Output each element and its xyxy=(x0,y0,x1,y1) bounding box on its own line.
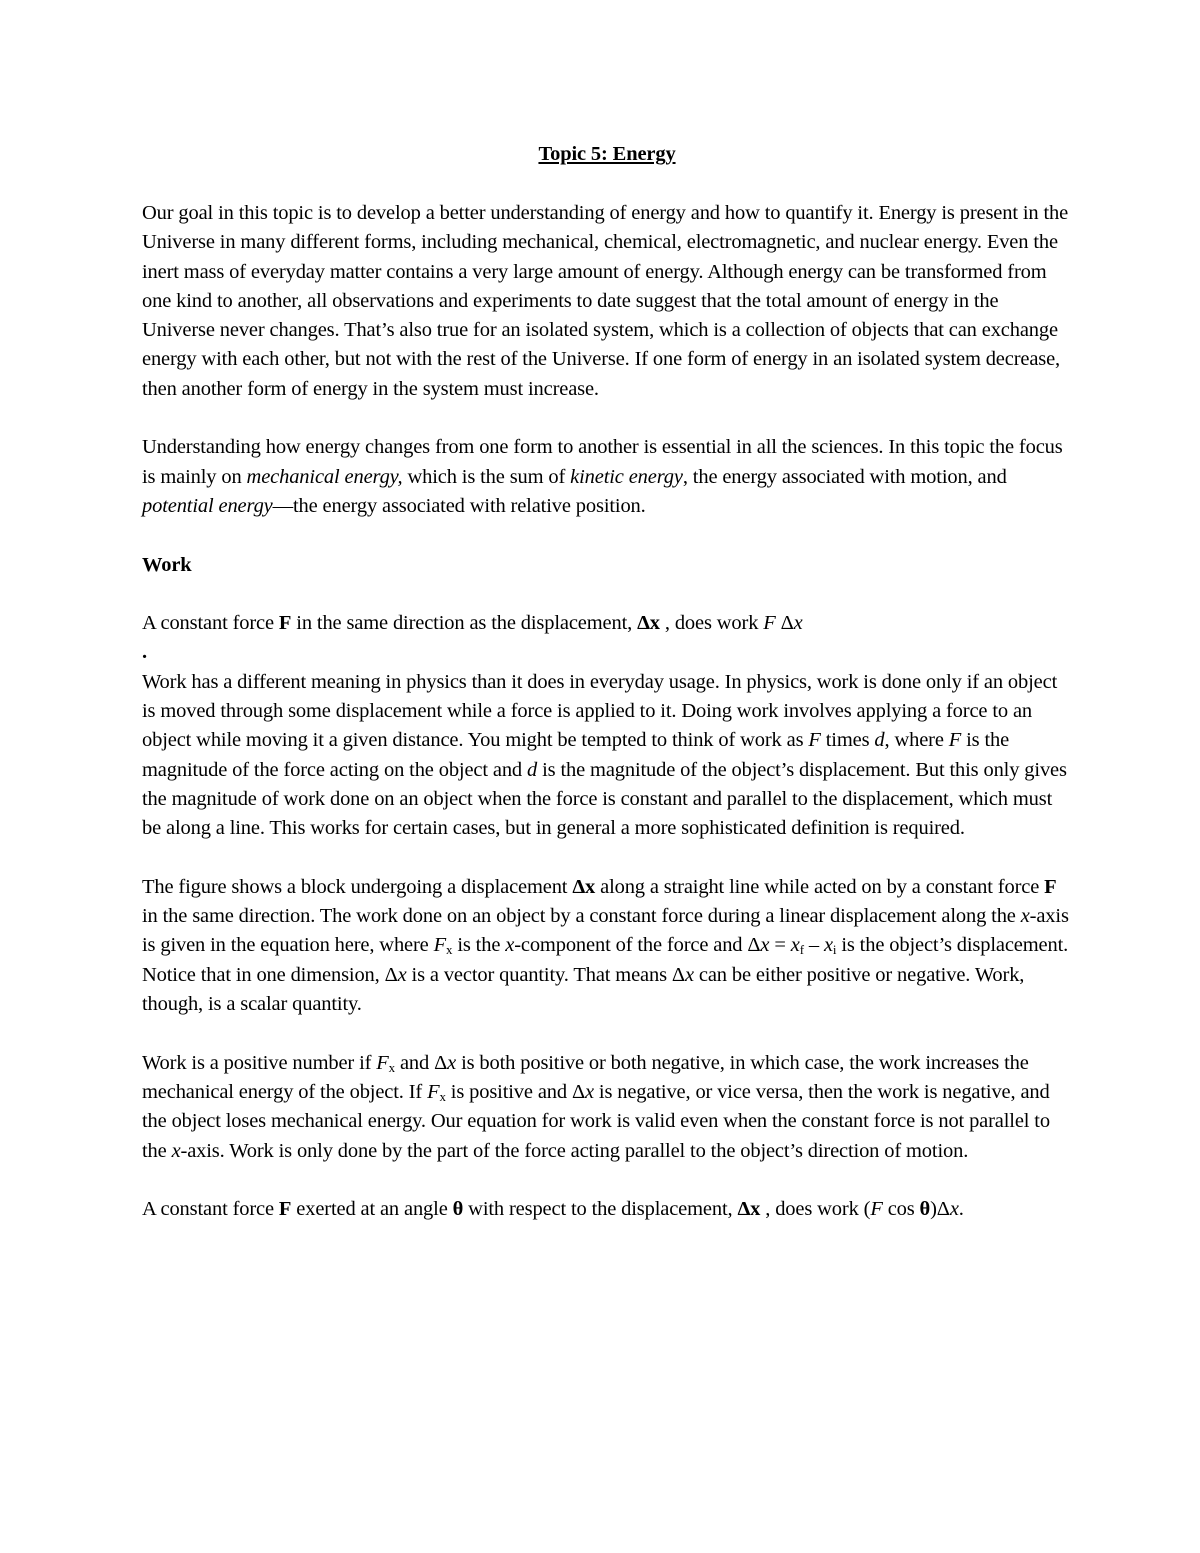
text-run: is both positive or both negative, in which case, the work increases the mechanical energy of the object. If xyxy=(142,1051,1029,1103)
text-run: . xyxy=(958,1198,964,1221)
symbol-displacement: Δx xyxy=(572,875,596,898)
text-run: )Δ xyxy=(930,1198,950,1221)
subscript-x: x xyxy=(445,942,453,958)
text-run: times xyxy=(820,729,875,752)
symbol-theta: θ xyxy=(452,1198,464,1221)
work-definition-paragraph xyxy=(142,668,1072,844)
text-run: is a vector quantity. That means Δ xyxy=(406,963,685,986)
text-run: is the magnitude of the object’s displacement. But this only gives the magnitude of work done on an object when the force is constant and parallel to the displacement, which must be along a line. This works for certain cases, but in general a more sophisticated definition is required. xyxy=(142,758,1067,840)
symbol-x: x xyxy=(949,1198,959,1221)
symbol-x: x xyxy=(760,934,770,957)
subscript-i: i xyxy=(832,942,837,958)
symbol-x: x xyxy=(1020,905,1030,928)
text-run: -axis. Work is only done by the part of the force acting parallel to the object’s direction of motion. xyxy=(180,1139,969,1162)
text-run: , does work ( xyxy=(760,1198,871,1221)
section-heading-work: Work xyxy=(142,553,192,576)
symbol-displacement: Δx xyxy=(637,612,660,635)
term-mechanical-energy: mechanical energy, xyxy=(246,465,403,488)
symbol-x: x xyxy=(684,963,694,986)
figure-description-paragraph xyxy=(142,873,1072,1019)
text-run: and Δ xyxy=(395,1051,448,1074)
angled-force-statement xyxy=(142,1195,1072,1224)
text-run: A constant force xyxy=(142,1198,279,1221)
symbol-f: F xyxy=(763,612,776,635)
symbol-f: F xyxy=(948,729,962,752)
symbol-f: F xyxy=(427,1080,440,1103)
text-run: is the xyxy=(452,934,506,957)
term-kinetic-energy: kinetic energy xyxy=(570,465,683,488)
text-run: Work is a positive number if xyxy=(142,1051,377,1074)
symbol-x: x xyxy=(793,612,803,635)
symbol-x: x xyxy=(584,1080,594,1103)
text-run: The figure shows a block undergoing a displacement xyxy=(142,875,573,898)
subscript-f: f xyxy=(799,942,804,958)
symbol-x: x xyxy=(397,963,407,986)
stray-period: . xyxy=(142,641,147,664)
text-run: -component of the force and Δ xyxy=(514,934,761,957)
text-run: in the same direction. The work done on an object by a constant force during a linear displacement along the xyxy=(142,905,1021,928)
equals-sign: = xyxy=(769,934,791,957)
text-run: -axis is given in the equation here, where xyxy=(142,905,1069,957)
symbol-force: F xyxy=(278,1198,292,1221)
symbol-x: x xyxy=(790,934,800,957)
mechanical-energy-paragraph xyxy=(142,433,1072,521)
subscript-x: x xyxy=(439,1088,446,1104)
symbol-x: x xyxy=(447,1051,457,1074)
text-run: is positive and Δ xyxy=(445,1080,585,1103)
text-run: is the object’s displacement. Notice that in one dimension, Δ xyxy=(142,934,1069,986)
constant-force-statement xyxy=(142,609,1072,638)
text-run: —the energy associated with relative position. xyxy=(272,494,646,517)
text-run: Work has a different meaning in physics than it does in everyday usage. In physics, work is done only if an object is moved through some displacement while a force is applied to it. Doing work involves applying a force to an object while moving it a given distance. You might be tempted to think of work as xyxy=(142,670,1058,752)
text-run: exerted at an angle xyxy=(291,1198,453,1221)
subscript-x: x xyxy=(388,1059,395,1075)
intro-paragraph: Our goal in this topic is to develop a better understanding of energy and how to quantify it. Energy is present in the Universe in many different forms, including mechanical, chemical, electromagnetic, and nuclear energy. Even the inert mass of everyday matter contains a very large amount of energy. Although energy can be transformed from one kind to another, all observations and experiments to date suggest that the total amount of energy in the Universe never changes. That’s also true for an isolated system, which is a collection of objects that can exchange energy with each other, but not with the rest of the Universe. If one form of energy in an isolated system decrease, then another form of energy in the system must increase. xyxy=(142,202,1069,400)
symbol-f: F xyxy=(808,729,821,752)
text-run: which is the sum of xyxy=(402,465,571,488)
document-body xyxy=(142,140,1072,1254)
symbol-d: d xyxy=(527,758,538,781)
symbol-f: F xyxy=(433,934,446,957)
minus-sign: – xyxy=(803,934,824,957)
work-sign-paragraph xyxy=(142,1049,1072,1166)
text-run: is the magnitude of the force acting on the object and xyxy=(142,729,1010,781)
text-run: Understanding how energy changes from one form to another is essential in all the sciences. In this topic the focus is mainly on xyxy=(142,436,1063,488)
symbol-x: x xyxy=(171,1139,181,1162)
text-run: Δ xyxy=(775,612,794,635)
text-run: , where xyxy=(884,729,949,752)
symbol-force: F xyxy=(278,612,292,635)
symbol-f: F xyxy=(376,1051,389,1074)
text-run: A constant force xyxy=(142,612,279,635)
symbol-force: F xyxy=(1044,875,1057,898)
term-potential-energy: potential energy xyxy=(142,494,273,517)
symbol-theta: θ xyxy=(919,1198,931,1221)
text-run: with respect to the displacement, xyxy=(463,1198,738,1221)
symbol-f: F xyxy=(870,1198,883,1221)
symbol-x: x xyxy=(505,934,515,957)
text-run: in the same direction as the displacement, xyxy=(291,612,638,635)
symbol-x: x xyxy=(823,934,833,957)
text-run: cos xyxy=(882,1198,920,1221)
text-run: can be either positive or negative. Work, though, is a scalar quantity. xyxy=(142,963,1025,1016)
text-run: is negative, or vice versa, then the work is negative, and the object loses mechanical energy. Our equation for work is valid even when the constant force is not parallel to the xyxy=(142,1080,1050,1162)
text-run: , the energy associated with motion, and xyxy=(682,465,1007,488)
symbol-displacement: Δx xyxy=(737,1198,761,1221)
text-run: , does work xyxy=(659,612,764,635)
page-title: Topic 5: Energy xyxy=(538,143,676,165)
symbol-d: d xyxy=(874,729,885,752)
text-run: along a straight line while acted on by a constant force xyxy=(595,875,1045,898)
